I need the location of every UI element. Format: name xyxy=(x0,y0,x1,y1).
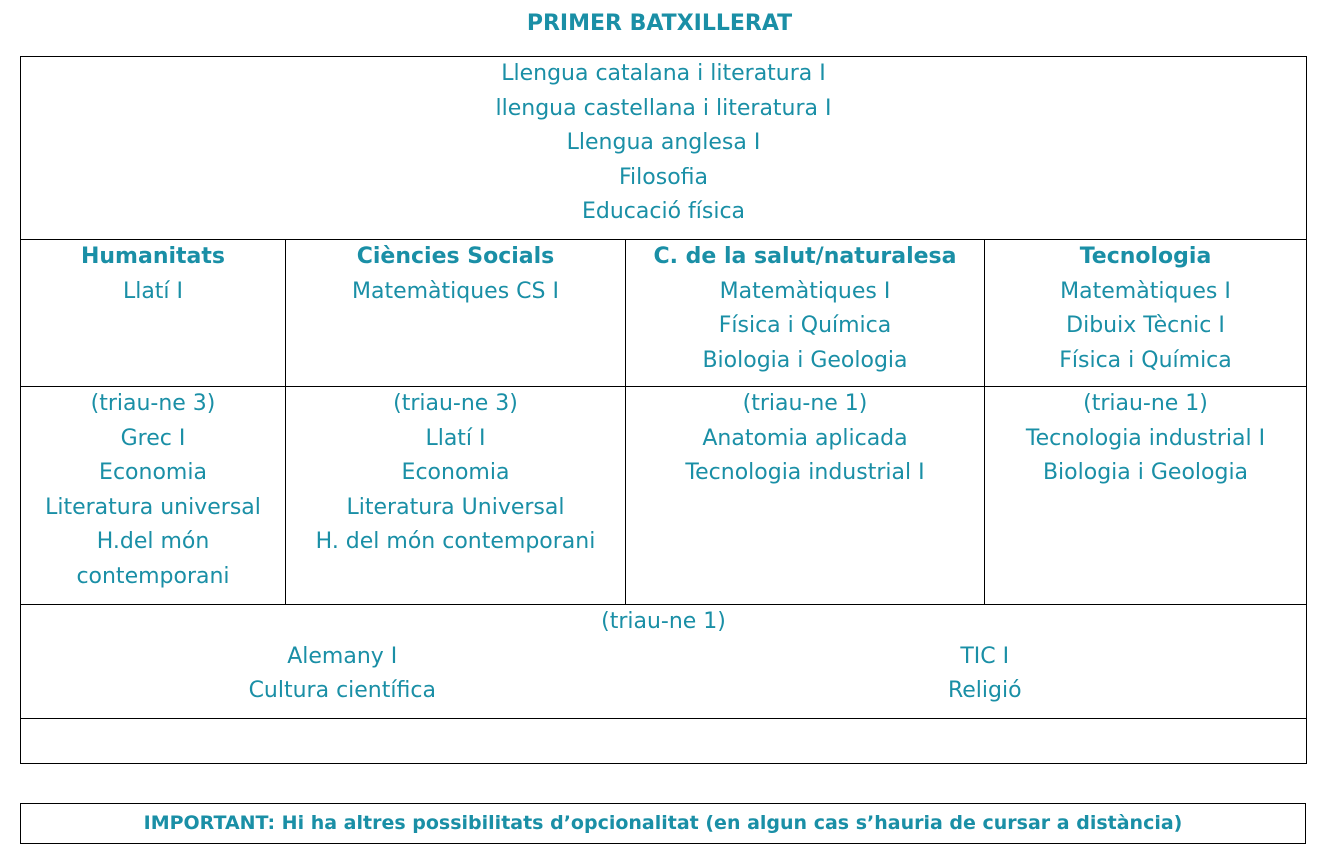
option-subject: Llatí I xyxy=(425,425,486,451)
choose-label: (triau-ne 3) xyxy=(393,391,518,416)
modality-core-row xyxy=(21,240,1307,387)
page-title: PRIMER BATXILLERAT xyxy=(526,11,793,36)
choose-label: (triau-ne 1) xyxy=(1083,391,1208,416)
shared-options-columns xyxy=(21,640,1306,709)
option-subject: Cultura científica xyxy=(248,678,436,703)
modality-cell-ciencies-socials xyxy=(286,240,626,387)
choose-label: (triau-ne 1) xyxy=(601,609,726,634)
options-cell-salut-naturalesa xyxy=(626,387,985,605)
core-subject: Matemàtiques CS I xyxy=(352,278,559,304)
modality-heading: Ciències Socials xyxy=(356,244,555,269)
option-subject: Religió xyxy=(947,678,1022,703)
core-subject: Matemàtiques I xyxy=(1060,278,1231,304)
option-subject: Alemany I xyxy=(287,643,398,669)
important-note: IMPORTANT: Hi ha altres possibilitats d’opcionalitat (en algun cas s’hauria de cursar a distància) xyxy=(20,803,1306,844)
modality-cell-humanitats xyxy=(21,240,286,387)
option-subject: H. del món contemporani xyxy=(315,529,596,554)
option-subject: Anatomia aplicada xyxy=(702,425,908,451)
core-subject: Biologia i Geologia xyxy=(702,347,908,373)
choose-label: (triau-ne 3) xyxy=(90,391,216,416)
modality-heading: Tecnologia xyxy=(1079,244,1212,269)
option-subject: Biologia i Geologia xyxy=(1042,460,1249,485)
option-subject: TIC I xyxy=(960,643,1010,669)
common-subjects-row xyxy=(21,57,1307,240)
curriculum-table xyxy=(20,56,1307,764)
options-cell-ciencies-socials xyxy=(286,387,626,605)
option-subject: Economia xyxy=(401,460,510,485)
core-subject: Dibuix Tècnic I xyxy=(1066,313,1225,338)
option-subject: Literatura Universal xyxy=(346,494,565,520)
options-cell-humanitats xyxy=(21,387,286,605)
modality-heading: Humanitats xyxy=(80,244,226,269)
option-subject: Tecnologia industrial I xyxy=(685,460,925,485)
option-subject: Literatura universal xyxy=(45,494,261,520)
core-subject: Física i Química xyxy=(718,313,892,338)
option-subject: Grec I xyxy=(120,425,186,451)
option-subject: Economia xyxy=(99,460,207,485)
modality-heading: C. de la salut/naturalesa xyxy=(653,244,957,269)
empty-cell xyxy=(21,719,1307,764)
shared-options-row xyxy=(21,605,1307,719)
core-subject: Física i Química xyxy=(1059,347,1232,373)
choose-label: (triau-ne 1) xyxy=(742,391,868,416)
modality-cell-tecnologia xyxy=(985,240,1307,387)
option-subject: H.del món contemporani xyxy=(76,529,230,589)
modality-cell-salut-naturalesa xyxy=(626,240,985,387)
common-subject: Filosofia xyxy=(619,164,708,190)
shared-options-cell xyxy=(21,605,1307,719)
common-subject: Llengua anglesa I xyxy=(566,130,761,155)
empty-row xyxy=(21,719,1307,764)
common-subjects-cell xyxy=(21,57,1307,240)
common-subject: Educació física xyxy=(581,199,746,224)
options-cell-tecnologia xyxy=(985,387,1307,605)
common-subject: llengua castellana i literatura I xyxy=(495,95,832,121)
shared-options-right xyxy=(664,640,1307,709)
shared-options-left xyxy=(21,640,664,709)
core-subject: Matemàtiques I xyxy=(719,278,891,304)
common-subject: Llengua catalana i literatura I xyxy=(501,61,826,86)
modality-options-row xyxy=(21,387,1307,605)
core-subject: Llatí I xyxy=(122,278,184,304)
option-subject: Tecnologia industrial I xyxy=(1025,425,1266,451)
